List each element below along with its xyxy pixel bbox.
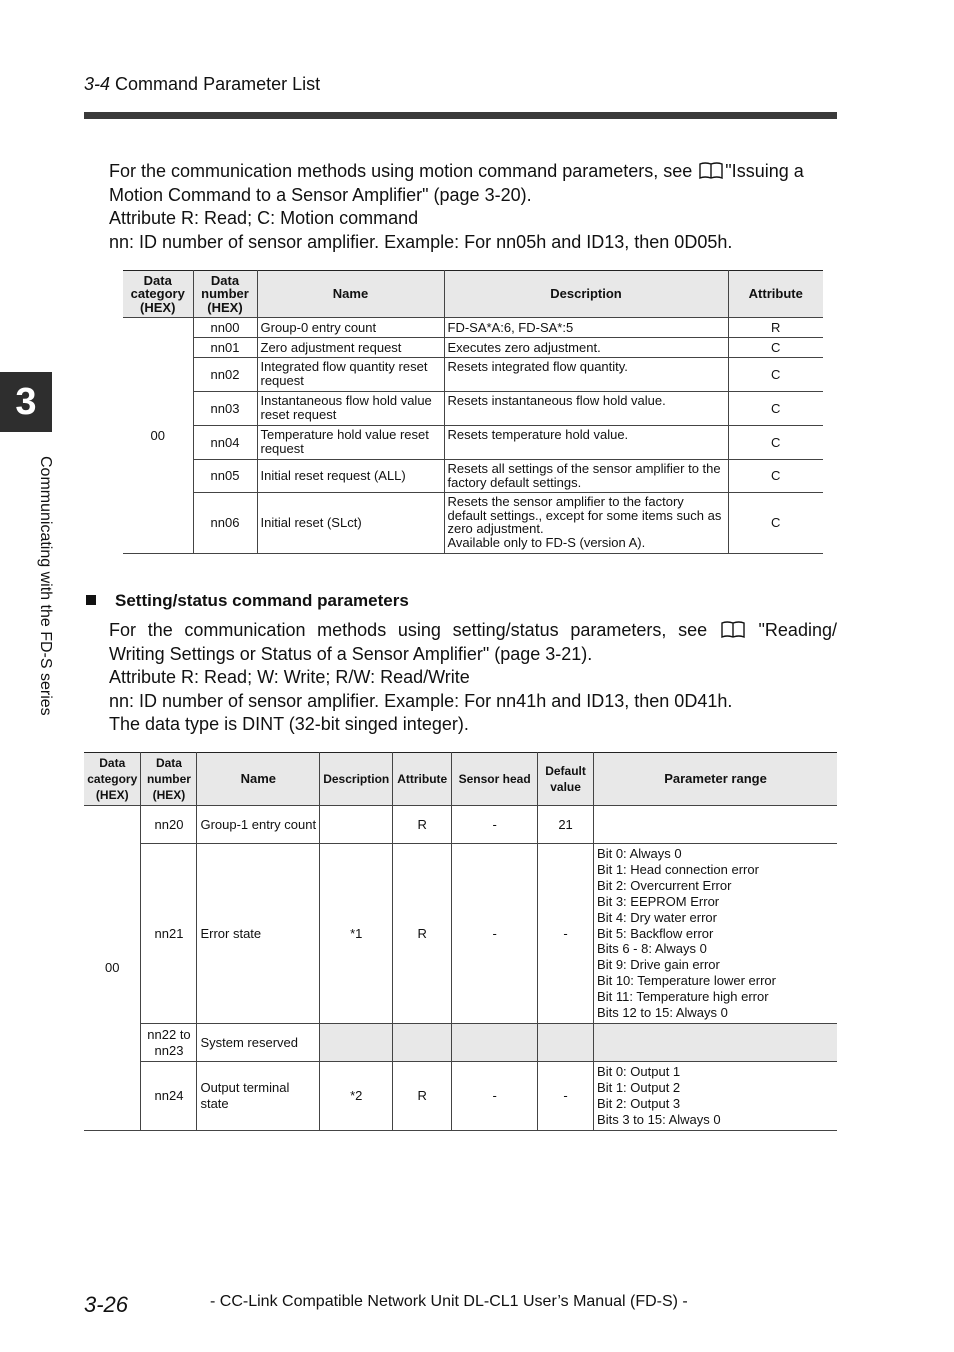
attribute-cell: R bbox=[393, 844, 452, 1024]
table-row bbox=[84, 1024, 837, 1062]
attribute-cell: R bbox=[393, 806, 452, 844]
setting-status-table bbox=[84, 752, 837, 1131]
table-row bbox=[123, 426, 823, 460]
default-cell bbox=[538, 1024, 594, 1062]
header-attribute: Attribute bbox=[393, 753, 452, 806]
description-cell: Resets integrated flow quantity. bbox=[444, 358, 728, 392]
book-icon bbox=[721, 621, 745, 638]
motion-command-table bbox=[123, 270, 823, 554]
name-cell: System reserved bbox=[197, 1024, 320, 1062]
header-sensor-head: Sensor head bbox=[452, 753, 538, 806]
name-cell: Instantaneous flow hold value reset request bbox=[257, 392, 444, 426]
header-name: Name bbox=[257, 271, 444, 318]
number-cell: nn00 bbox=[193, 318, 257, 338]
section2-title-text: Setting/status command parameters bbox=[115, 591, 409, 610]
number-cell: nn02 bbox=[193, 358, 257, 392]
attribute-cell: C bbox=[728, 426, 823, 460]
name-cell: Group-0 entry count bbox=[257, 318, 444, 338]
number-cell: nn06 bbox=[193, 493, 257, 554]
intro-attr-legend: Attribute R: Read; C: Motion command bbox=[109, 208, 419, 229]
name-cell: Temperature hold value reset request bbox=[257, 426, 444, 460]
description-cell bbox=[444, 493, 728, 554]
attribute-cell: C bbox=[728, 493, 823, 554]
name-cell: Error state bbox=[197, 844, 320, 1024]
page-number: 3-26 bbox=[84, 1292, 129, 1317]
section2-title bbox=[86, 591, 409, 611]
intro-link: "Issuing a Motion Command to a Sensor Amplifier" (page 3-20). bbox=[109, 161, 804, 205]
chapter-side-label: Communicating with the FD-S series bbox=[37, 456, 54, 716]
table-row bbox=[123, 358, 823, 392]
square-bullet-icon bbox=[86, 595, 96, 605]
attribute-cell: C bbox=[728, 392, 823, 426]
header-attribute: Attribute bbox=[728, 271, 823, 318]
table-row bbox=[84, 806, 837, 844]
table-row bbox=[123, 318, 823, 338]
number-cell: nn21 bbox=[141, 844, 197, 1024]
chapter-tab: 3 bbox=[0, 372, 52, 432]
default-cell: - bbox=[538, 844, 594, 1024]
description-text: Resets the sensor amplifier to the factory default settings., except for some items such as zero adjustment. bbox=[447, 494, 722, 536]
range-line: Bit 2: Overcurrent Error bbox=[597, 877, 732, 893]
description-cell bbox=[320, 806, 393, 844]
range-line: Bit 3: EEPROM Error bbox=[597, 893, 720, 909]
attribute-cell: R bbox=[728, 318, 823, 338]
attribute-cell: C bbox=[728, 338, 823, 358]
section2-line1: For the communication methods using setting/status parameters, see bbox=[109, 620, 708, 640]
description-cell: *2 bbox=[320, 1062, 393, 1131]
section2-nn-note: nn: ID number of sensor amplifier. Example: For nn41h and ID13, then 0D41h. bbox=[109, 690, 733, 711]
description-cell: Resets instantaneous flow hold value. bbox=[444, 392, 728, 426]
range-line: Bit 2: Output 3 bbox=[597, 1096, 681, 1111]
name-cell: Zero adjustment request bbox=[257, 338, 444, 358]
header-number: Data number (HEX) bbox=[141, 753, 197, 806]
header-default: Default value bbox=[538, 753, 594, 806]
header-rule bbox=[84, 112, 837, 119]
sensor-head-cell: - bbox=[452, 806, 538, 844]
sensor-head-cell bbox=[452, 1024, 538, 1062]
number-cell: nn04 bbox=[193, 426, 257, 460]
range-line: Bits 3 to 15: Always 0 bbox=[597, 1111, 721, 1127]
range-line: Bit 0: Always 0 bbox=[597, 846, 682, 862]
default-cell: - bbox=[538, 1062, 594, 1131]
intro-text bbox=[109, 160, 837, 254]
range-cell bbox=[594, 806, 837, 844]
category-cell: 00 bbox=[84, 806, 141, 1131]
range-line: Bit 5: Backflow error bbox=[597, 925, 714, 941]
table-row bbox=[84, 1062, 837, 1131]
number-cell: nn20 bbox=[141, 806, 197, 844]
section2-text bbox=[109, 619, 837, 737]
range-line: Bit 10: Temperature lower error bbox=[597, 973, 776, 989]
name-cell: Initial reset (SLct) bbox=[257, 493, 444, 554]
number-cell: nn24 bbox=[141, 1062, 197, 1131]
description-cell: Resets temperature hold value. bbox=[444, 426, 728, 460]
attribute-cell: C bbox=[728, 460, 823, 493]
range-line: Bit 0: Output 1 bbox=[597, 1064, 681, 1080]
range-line: Bit 4: Dry water error bbox=[597, 909, 717, 925]
header-name: Name bbox=[197, 753, 320, 806]
number-cell: nn03 bbox=[193, 392, 257, 426]
range-line: Bit 1: Head connection error bbox=[597, 861, 759, 877]
attribute-cell: C bbox=[728, 358, 823, 392]
description-note: Available only to FD-S (version A). bbox=[447, 534, 646, 550]
section-header bbox=[84, 74, 320, 95]
range-line: Bits 12 to 15: Always 0 bbox=[597, 1005, 728, 1021]
default-cell: 21 bbox=[538, 806, 594, 844]
intro-nn-note: nn: ID number of sensor amplifier. Example: For nn05h and ID13, then 0D05h. bbox=[109, 231, 733, 252]
section2-link: "Reading/ Writing Settings or Status of a Sensor Amplifier" (page 3-21). bbox=[109, 620, 837, 664]
name-cell: Initial reset request (ALL) bbox=[257, 460, 444, 493]
range-cell bbox=[594, 844, 837, 1024]
sensor-head-cell: - bbox=[452, 844, 538, 1024]
number-cell: nn22 to nn23 bbox=[141, 1024, 197, 1062]
table-row bbox=[123, 338, 823, 358]
table-row bbox=[123, 392, 823, 426]
attribute-cell bbox=[393, 1024, 452, 1062]
section-title: Command Parameter List bbox=[115, 74, 321, 94]
description-cell: Executes zero adjustment. bbox=[444, 338, 728, 358]
header-category: Data category (HEX) bbox=[123, 271, 193, 318]
header-number: Data number (HEX) bbox=[193, 271, 257, 318]
name-cell: Group-1 entry count bbox=[197, 806, 320, 844]
number-cell: nn01 bbox=[193, 338, 257, 358]
range-cell bbox=[594, 1062, 837, 1131]
range-line: Bit 9: Drive gain error bbox=[597, 957, 720, 973]
header-category: Data category (HEX) bbox=[84, 753, 141, 806]
category-cell: 00 bbox=[123, 318, 193, 554]
table-row bbox=[123, 460, 823, 493]
table-row bbox=[123, 493, 823, 554]
footer-title: - CC-Link Compatible Network Unit DL-CL1 User’s Manual (FD-S) - bbox=[210, 1293, 688, 1310]
header-range: Parameter range bbox=[594, 753, 837, 806]
section-number: 3-4 bbox=[84, 74, 111, 94]
book-icon bbox=[699, 162, 723, 179]
intro-line1: For the communication methods using motion command parameters, see bbox=[109, 161, 693, 181]
table-row bbox=[84, 844, 837, 1024]
sensor-head-cell: - bbox=[452, 1062, 538, 1131]
name-cell: Integrated flow quantity reset request bbox=[257, 358, 444, 392]
range-line: Bits 6 - 8: Always 0 bbox=[597, 941, 707, 957]
number-cell: nn05 bbox=[193, 460, 257, 493]
description-cell: Resets all settings of the sensor amplifier to the factory default settings. bbox=[444, 460, 728, 493]
attribute-cell: R bbox=[393, 1062, 452, 1131]
range-line: Bit 11: Temperature high error bbox=[597, 989, 769, 1005]
header-description: Description bbox=[320, 753, 393, 806]
name-cell: Output terminal state bbox=[197, 1062, 320, 1131]
section2-attr-legend: Attribute R: Read; W: Write; R/W: Read/Write bbox=[109, 667, 470, 688]
range-cell bbox=[594, 1024, 837, 1062]
description-cell: FD-SA*A:6, FD-SA*:5 bbox=[444, 318, 728, 338]
description-cell bbox=[320, 1024, 393, 1062]
range-line: Bit 1: Output 2 bbox=[597, 1080, 681, 1096]
section2-datatype-note: The data type is DINT (32-bit singed integer). bbox=[109, 714, 469, 735]
header-description: Description bbox=[444, 271, 728, 318]
description-cell: *1 bbox=[320, 844, 393, 1024]
